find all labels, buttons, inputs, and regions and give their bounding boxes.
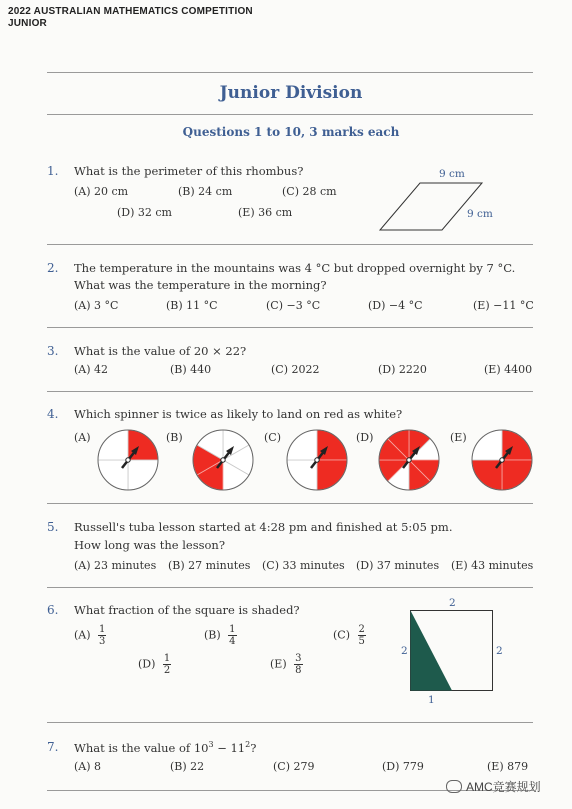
fraction-numerator: 1 <box>163 653 171 664</box>
question-text-line-1: Russell's tuba lesson started at 4:28 pm and finished at 5:05 pm. <box>74 520 453 534</box>
fraction <box>228 624 236 647</box>
question-number: 6. <box>47 603 59 617</box>
question-text <box>74 740 256 755</box>
fraction-numerator: 3 <box>295 653 302 664</box>
choice-b[interactable]: (B) 27 minutes <box>168 559 251 572</box>
fraction-denominator: 8 <box>295 665 302 676</box>
question-text: Which spinner is twice as likely to land on red as white? <box>74 407 403 421</box>
rhombus-side-label-top: 9 cm <box>439 168 465 180</box>
question-number: 3. <box>47 344 59 358</box>
exponent: 3 <box>208 740 214 749</box>
fraction <box>163 653 171 676</box>
choice-e[interactable]: (E) 43 minutes <box>451 559 534 572</box>
choice-e[interactable]: (E) −11 °C <box>473 299 534 312</box>
spinner-b[interactable] <box>191 428 255 492</box>
choice-d[interactable]: (D) <box>356 431 374 444</box>
choice-c[interactable]: (C) −3 °C <box>266 299 321 312</box>
spinner-d[interactable] <box>377 428 441 492</box>
fraction <box>98 624 106 647</box>
rhombus-figure <box>375 175 485 235</box>
choice-e[interactable]: (E) 36 cm <box>238 206 293 219</box>
choice-b[interactable] <box>204 624 237 647</box>
fraction-denominator: 3 <box>99 636 106 647</box>
choice-a[interactable]: (A) 3 °C <box>74 299 119 312</box>
spinner-hub <box>126 458 130 462</box>
fraction-denominator: 2 <box>163 665 171 676</box>
choice-d[interactable]: (D) −4 °C <box>368 299 423 312</box>
question-text-line-2: How long was the lesson? <box>74 538 226 552</box>
question-text-line-1: The temperature in the mountains was 4 °C but dropped overnight by 7 °C. <box>74 261 516 275</box>
question-text: What fraction of the square is shaded? <box>74 603 300 617</box>
choice-label: (D) <box>138 657 156 671</box>
fraction-denominator: 4 <box>229 636 236 647</box>
choice-label: (E) <box>270 657 287 671</box>
choice-e[interactable]: (E) 879 <box>487 760 529 773</box>
choice-a[interactable]: (A) <box>74 431 91 444</box>
choice-c[interactable]: (C) <box>264 431 281 444</box>
divider <box>47 503 533 504</box>
choice-b[interactable]: (B) 22 <box>170 760 205 773</box>
choice-b[interactable]: (B) <box>166 431 183 444</box>
divider <box>47 587 533 588</box>
text-mid: − 11 <box>213 740 246 755</box>
header-line-1: 2022 AUSTRALIAN MATHEMATICS COMPETITION <box>8 6 253 17</box>
chat-icon <box>446 780 462 793</box>
fraction-denominator: 5 <box>358 636 365 647</box>
choice-d[interactable]: (D) 32 cm <box>117 206 172 219</box>
section-subtitle: Questions 1 to 10, 3 marks each <box>182 125 400 139</box>
divider <box>47 72 533 73</box>
question-number: 5. <box>47 520 59 534</box>
text-prefix: What is the value of 10 <box>74 740 209 755</box>
spinner-hub <box>500 458 504 462</box>
choice-a[interactable]: (A) 23 minutes <box>74 559 157 572</box>
watermark <box>446 778 541 795</box>
question-number: 4. <box>47 407 59 421</box>
square-figure <box>410 610 494 692</box>
choice-c[interactable]: (C) 279 <box>273 760 315 773</box>
choice-d[interactable]: (D) 2220 <box>378 363 427 376</box>
choice-a[interactable] <box>74 624 106 647</box>
choice-e[interactable] <box>270 653 303 676</box>
choice-label: (B) <box>204 628 221 642</box>
choice-d[interactable]: (D) 37 minutes <box>356 559 440 572</box>
question-number: 7. <box>47 740 59 754</box>
choice-label: (C) <box>333 628 350 642</box>
page-title: Junior Division <box>219 83 363 103</box>
choice-e[interactable]: (E) 4400 <box>484 363 533 376</box>
square-dim-bottom: 1 <box>428 694 435 706</box>
choice-d[interactable] <box>138 653 171 676</box>
shaded-triangle <box>411 611 453 691</box>
text-suffix: ? <box>250 740 257 755</box>
divider <box>47 327 533 328</box>
choice-label: (A) <box>74 628 91 642</box>
exponent: 2 <box>245 740 251 749</box>
divider <box>47 722 533 723</box>
square-dim-right: 2 <box>496 645 503 657</box>
spinner-e[interactable] <box>470 428 534 492</box>
question-number: 1. <box>47 164 59 178</box>
choice-e[interactable]: (E) <box>450 431 467 444</box>
choice-a[interactable]: (A) 8 <box>74 760 102 773</box>
spinner-a[interactable] <box>96 428 160 492</box>
question-text: What is the perimeter of this rhombus? <box>74 164 304 178</box>
choice-c[interactable] <box>333 624 366 647</box>
square-dim-left: 2 <box>401 645 408 657</box>
choice-d[interactable]: (D) 779 <box>382 760 424 773</box>
choice-b[interactable]: (B) 24 cm <box>178 185 233 198</box>
choice-c[interactable]: (C) 28 cm <box>282 185 337 198</box>
choice-b[interactable]: (B) 11 °C <box>166 299 218 312</box>
header-line-2: JUNIOR <box>8 18 47 29</box>
divider <box>47 391 533 392</box>
choice-c[interactable]: (C) 33 minutes <box>262 559 345 572</box>
fraction-numerator: 1 <box>99 624 106 635</box>
watermark-text: AMC竞赛规划 <box>466 780 541 794</box>
square-dim-top: 2 <box>449 597 456 609</box>
fraction-numerator: 1 <box>229 624 236 635</box>
choice-c[interactable]: (C) 2022 <box>271 363 320 376</box>
question-text: What is the value of 20 × 22? <box>74 344 247 358</box>
choice-a[interactable]: (A) 42 <box>74 363 109 376</box>
spinner-hub <box>407 458 411 462</box>
question-text-line-2: What was the temperature in the morning? <box>74 278 327 292</box>
fraction-numerator: 2 <box>358 624 365 635</box>
fraction <box>358 624 366 647</box>
spinner-hub <box>315 458 319 462</box>
choice-b[interactable]: (B) 440 <box>170 363 212 376</box>
competition-header <box>8 6 253 30</box>
fraction <box>294 653 302 676</box>
spinner-c[interactable] <box>285 428 349 492</box>
choice-a[interactable]: (A) 20 cm <box>74 185 129 198</box>
question-number: 2. <box>47 261 59 275</box>
divider <box>47 244 533 245</box>
spinner-hub <box>221 458 225 462</box>
divider <box>47 114 533 115</box>
rhombus-side-label-right: 9 cm <box>467 208 493 220</box>
